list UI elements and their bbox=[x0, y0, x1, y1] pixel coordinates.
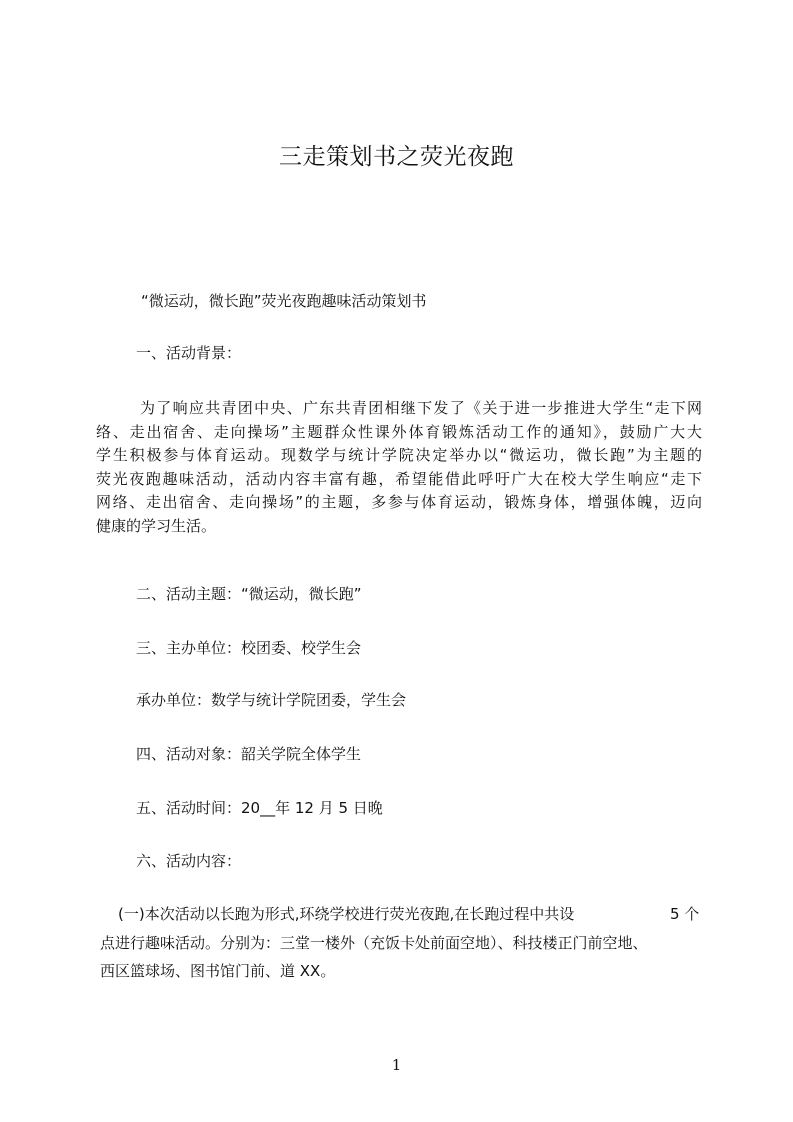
section-content-heading: 六、活动内容： bbox=[136, 852, 242, 870]
content-paragraph-line: (一)本次活动以长跑为形式,环绕学校进行荧光夜跑,在长跑过程中共设 bbox=[118, 905, 575, 923]
section-audience: 四、活动对象：韶关学院全体学生 bbox=[136, 745, 362, 763]
section-theme: 二、活动主题：“微运动，微长跑” bbox=[136, 585, 362, 603]
content-paragraph-count: 5 个 bbox=[670, 905, 700, 923]
background-line: 荧光夜跑趣味活动，活动内容丰富有趣，希望能借此呼吁广大在校大学生响应“走下 bbox=[96, 469, 702, 488]
page-number: 1 bbox=[391, 1056, 402, 1074]
section-time: 五、活动时间：20__年 12 月 5 日晚 bbox=[136, 799, 383, 817]
content-paragraph-line: 西区篮球场、图书馆门前、道 XX。 bbox=[100, 962, 336, 980]
background-line: 络、走出宿舍、走向操场”主题群众性课外体育锻炼活动工作的通知》，鼓励广大大 bbox=[96, 422, 702, 441]
background-line: 网络、走出宿舍、走向操场”的主题，多参与体育运动，锻炼身体，增强体魄，迈向 bbox=[96, 493, 702, 511]
co-organizer: 承办单位：数学与统计学院团委，学生会 bbox=[136, 691, 407, 709]
background-paragraph bbox=[96, 397, 702, 538]
section-background-heading: 一、活动背景： bbox=[136, 344, 242, 362]
background-line: 为了响应共青团中央、广东共青团相继下发了《关于进一步推进大学生“走下网 bbox=[140, 399, 702, 417]
content-paragraph-line: 点进行趣味活动。分别为：三堂一楼外（充饭卡处前面空地）、科技楼正门前空地、 bbox=[100, 934, 648, 952]
document-title: 三走策划书之荧光夜跑 bbox=[279, 144, 514, 170]
section-organizer: 三、主办单位：校团委、校学生会 bbox=[136, 639, 362, 657]
document-subtitle: “微运动，微长跑”荧光夜跑趣味活动策划书 bbox=[141, 292, 427, 310]
background-line: 学生积极参与体育运动。现数学与统计学院决定举办以“微运功，微长跑”为主题的 bbox=[96, 446, 702, 464]
background-line: 健康的学习生活。 bbox=[96, 516, 217, 535]
